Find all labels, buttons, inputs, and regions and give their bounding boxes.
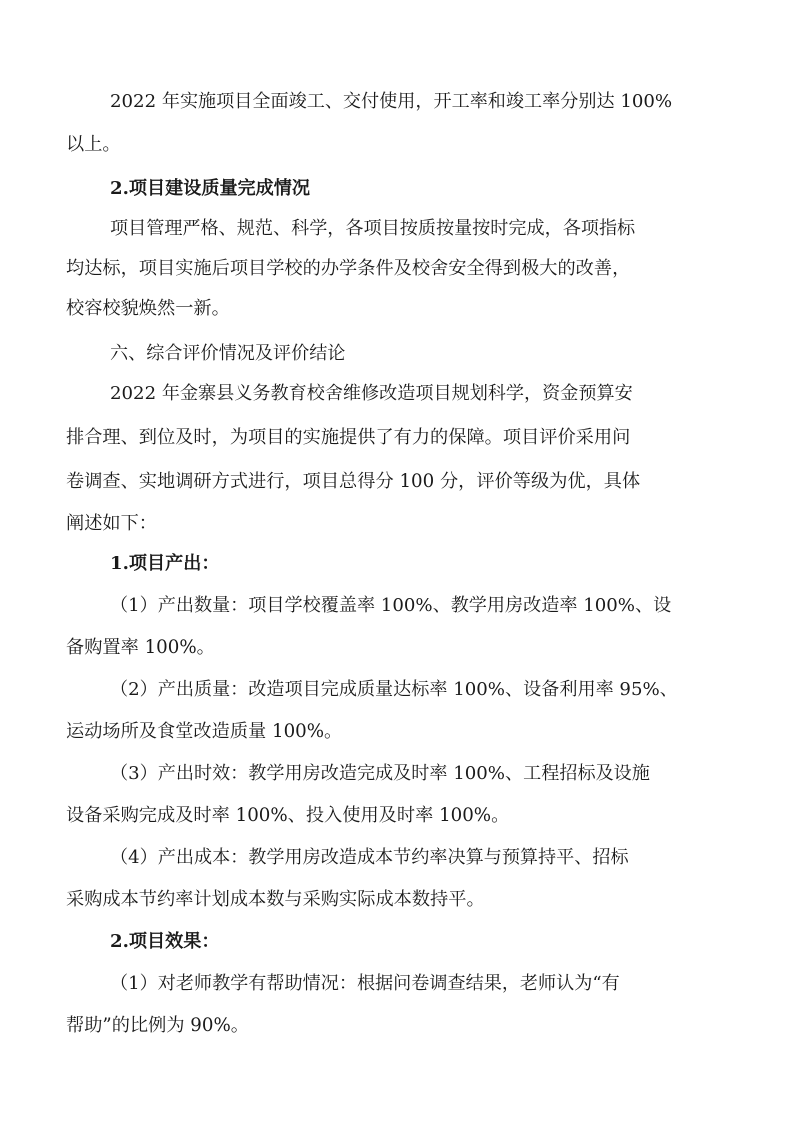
- body-text-line: 均达标，项目实施后项目学校的办学条件及校舍安全得到极大的改善，: [66, 258, 631, 279]
- body-text-line: 2022 年金寨县义务教育校舍维修改造项目规划科学，资金预算安: [110, 383, 633, 404]
- section-heading: 六、综合评价情况及评价结论: [110, 343, 346, 364]
- body-text-line: 备购置率 100%。: [66, 637, 215, 658]
- body-text-line: 2022 年实施项目全面竣工、交付使用，开工率和竣工率分别达 100%: [110, 91, 673, 112]
- body-text-line: （4）产出成本：教学用房改造成本节约率决算与预算持平、招标: [110, 847, 629, 868]
- body-text-line: （2）产出质量：改造项目完成质量达标率 100%、设备利用率 95%、: [110, 679, 678, 700]
- body-text-line: 项目管理严格、规范、科学，各项目按质按量按时完成，各项指标: [110, 218, 636, 239]
- section-heading: 2.项目效果：: [110, 931, 220, 952]
- body-text-line: （1）产出数量：项目学校覆盖率 100%、教学用房改造率 100%、设: [110, 595, 672, 616]
- body-text-line: 卷调查、实地调研方式进行，项目总得分 100 分，评价等级为优，具体: [66, 471, 641, 492]
- body-text-line: （3）产出时效：教学用房改造完成及时率 100%、工程招标及设施: [110, 763, 650, 784]
- body-text-line: 阐述如下：: [66, 513, 158, 534]
- section-heading: 2.项目建设质量完成情况: [110, 178, 310, 199]
- body-text-line: 帮助”的比例为 90%。: [66, 1015, 249, 1036]
- section-heading: 1.项目产出：: [110, 553, 220, 574]
- body-text-line: 排合理、到位及时，为项目的实施提供了有力的保障。项目评价采用问: [66, 427, 631, 448]
- body-text-line: （1）对老师教学有帮助情况：根据问卷调查结果，老师认为“有: [110, 973, 620, 994]
- body-text-line: 设备采购完成及时率 100%、投入使用及时率 100%。: [66, 805, 510, 826]
- body-text-line: 采购成本节约率计划成本数与采购实际成本数持平。: [66, 889, 485, 910]
- body-text-line: 以上。: [66, 134, 121, 155]
- body-text-line: 校容校貌焕然一新。: [66, 298, 230, 319]
- body-text-line: 运动场所及食堂改造质量 100%。: [66, 721, 343, 742]
